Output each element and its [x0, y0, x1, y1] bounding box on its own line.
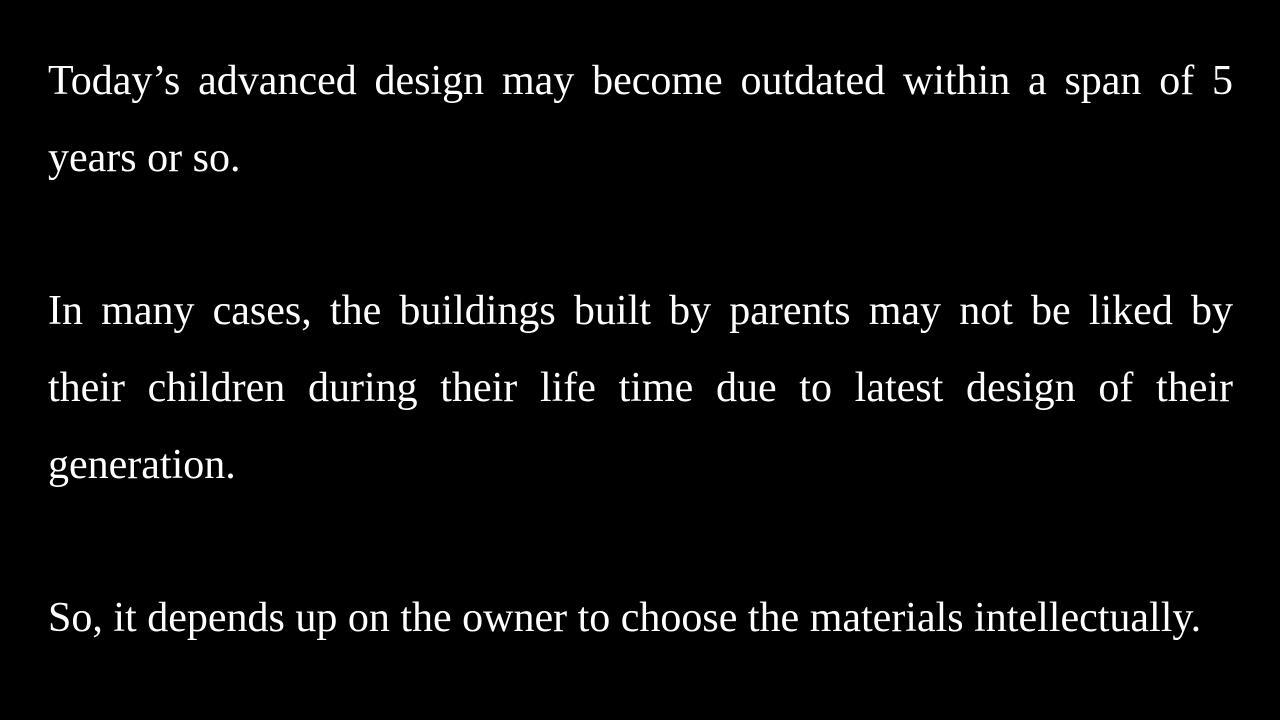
paragraph-3 [48, 580, 1233, 657]
slide-text-frame [48, 43, 1233, 657]
text-line: their children during their life time due to latest design of their [48, 365, 1233, 411]
text-line: years or so. [48, 135, 241, 181]
text-line: Today’s advanced design may become outdated within a span of 5 [48, 58, 1233, 104]
text-line: So, it depends up on the owner to choose the materials intellectually. [48, 595, 1202, 641]
text-line: generation. [48, 442, 236, 488]
paragraph-1 [48, 43, 1233, 197]
paragraph-2 [48, 273, 1233, 504]
text-line: In many cases, the buildings built by parents may not be liked by [48, 288, 1233, 334]
